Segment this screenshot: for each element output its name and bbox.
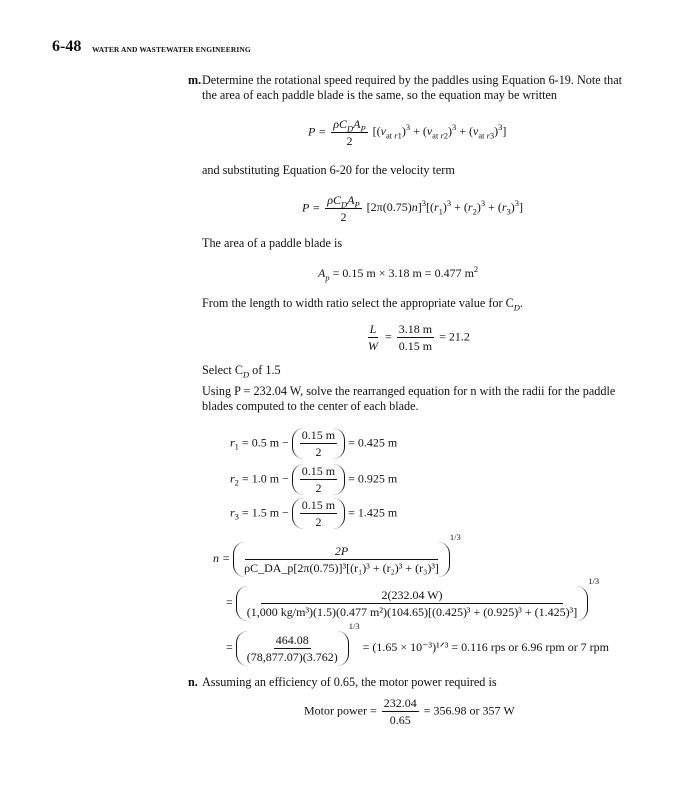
radius-r3-equation: $r_3 = 1.5$ m − $\frac{0.15 m}{2}$ = 1.425 m xyxy=(230,498,398,529)
item-marker-n: n. xyxy=(188,675,198,689)
using-line2: blades computed to the center of each blade. xyxy=(202,399,419,413)
radius-r1-equation: $r_1 = 0.5$ m − $\frac{0.15 m}{2}$ = 0.425 m xyxy=(230,428,398,459)
area-text: The area of a paddle blade is xyxy=(202,236,343,250)
page-number: 6-48 xyxy=(52,38,82,55)
radius-r2-equation: $r_2 = 1.0$ m − $\frac{0.15 m}{2}$ = 0.925 m xyxy=(230,464,398,495)
substituting-text: and substituting Equation 6-20 for the velocity term xyxy=(202,163,455,177)
equation-power-velocity: P = $\frac{\rho C_DA_P}{2}$ $[(v_{at r1})^3 + (v_{at r2})^3 + (v_{at r3})^3]$ xyxy=(308,117,507,148)
n-equation-step3: = $\frac{464.08}{(78,877.07)(3.762)}$ $^{1/3}$ = (1.65 × 10⁻³)¹ᐟ³ = 0.116 rps or 6.96 rpm or 7 rpm xyxy=(226,621,610,664)
ratio-text: From the length to width ratio select the appropriate value for $C_D$. xyxy=(202,296,523,313)
item-marker-m: m. xyxy=(188,73,202,87)
select-cd-text: Select $C_D$ of 1.5 xyxy=(202,363,281,380)
equation-power-speed: P = $\frac{\rho C_DA_P}{2}$ $[2\pi(0.75)n]^3[(r_1)^3 + (r_2)^3 + (r_3)^3]$ xyxy=(302,193,524,224)
running-head: WATER AND WASTEWATER ENGINEERING xyxy=(92,45,251,54)
n-text: Assuming an efficiency of 0.65, the motor power required is xyxy=(202,675,497,689)
motor-power-equation: Motor power = $\frac{232.04}{0.65}$ = 356.98 or 357 W xyxy=(304,696,515,727)
equation-length-width-ratio: $\frac{L}{W}$ = $\frac{3.18 m}{0.15 m}$ = 21.2 xyxy=(368,322,470,353)
n-equation-step2: = 2(232.04 W) (1,000 kg/m³)(1.5)(0.477 m²)(104.65)[(0.425)³ + (0.925)³ + (1.425)³] $^{1/3}$ xyxy=(226,576,600,619)
m-intro-line1: Determine the rotational speed required by the paddles using Equation 6-19. Note that xyxy=(202,73,623,87)
n-equation-step1: n = $\frac{2P}{\text{ρC\_DA\_p[2π(0.75)]³[(r₁)³ + (r₂)³ + (r₃)³]}}$ $^{1/3}$ xyxy=(213,532,461,575)
using-line1: Using P = 232.04 W, solve the rearranged equation for n with the radii for the paddle xyxy=(202,384,616,398)
m-intro-line2: the area of each paddle blade is the same, so the equation may be written xyxy=(202,88,557,102)
equation-blade-area: $A_p = 0.15$ m × 3.18 m = 0.477 $m^2$ xyxy=(318,264,479,283)
